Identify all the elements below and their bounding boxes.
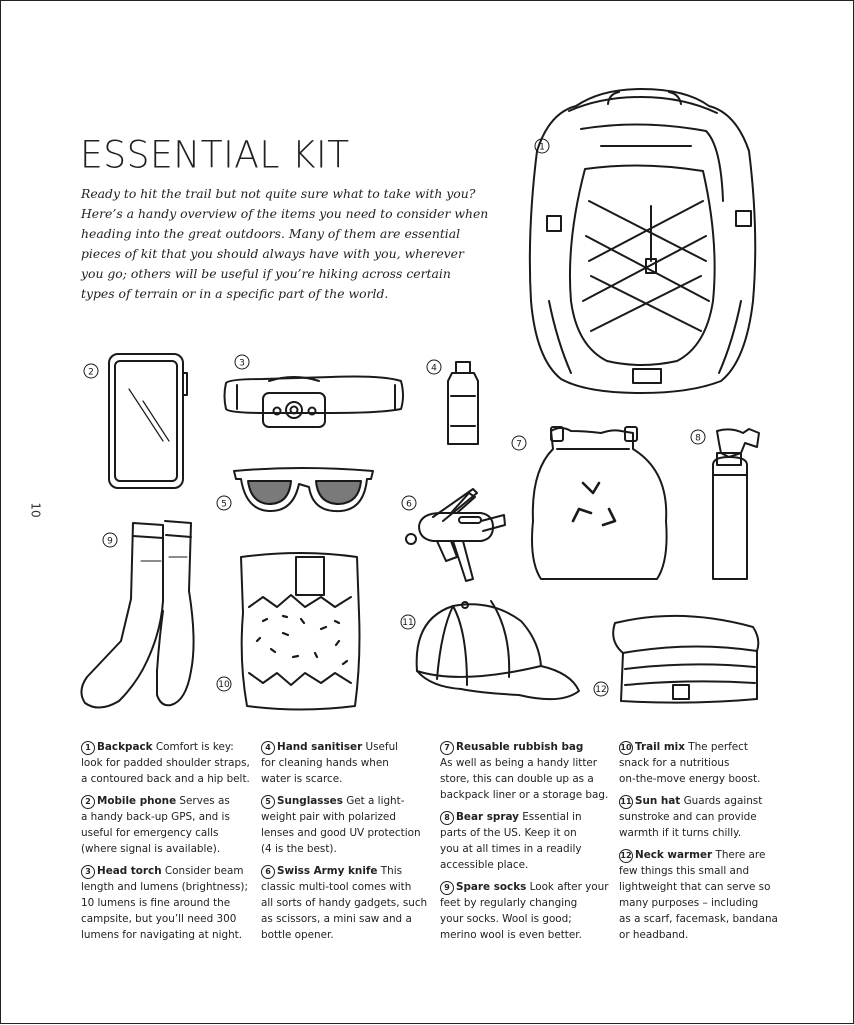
item-name: Backpack — [97, 741, 153, 753]
item-name: Mobile phone — [97, 795, 177, 807]
item-description-line: feet by regularly changing — [440, 897, 578, 909]
swiss-army-knife-icon — [406, 489, 505, 581]
item-description-line: you at all times in a readily — [440, 843, 582, 855]
description-column-4 — [619, 739, 791, 949]
socks-icon — [81, 521, 193, 708]
item-description-line: 11 Sun hat Guards against — [620, 795, 763, 807]
item-description-line: classic multi-tool comes with — [261, 881, 412, 893]
item-description-line: 12 Neck warmer There are — [620, 849, 766, 861]
number-badge-8 — [691, 430, 705, 444]
item-description-line: 9 Spare socks Look after your — [440, 879, 612, 895]
item-description-line: look for padded shoulder straps, — [81, 757, 250, 769]
item-description-line: weight pair with polarized — [261, 811, 396, 823]
intro-line: types of terrain or in a specific part of the world. — [81, 286, 389, 301]
item-description-line: as a scarf, facemask, bandana — [619, 913, 778, 925]
description-column-3 — [440, 739, 612, 949]
item-entry — [440, 809, 612, 873]
item-number: 12 — [619, 849, 633, 863]
svg-text:12: 12 — [595, 685, 607, 695]
item-name: Hand sanitiser — [277, 741, 363, 753]
item-name: Neck warmer — [635, 849, 713, 861]
item-name: Head torch — [97, 865, 162, 877]
item-description-line: 10 lumens is fine around the — [81, 897, 231, 909]
svg-text:4: 4 — [431, 363, 437, 374]
number-badge-4 — [427, 360, 441, 374]
svg-text:5: 5 — [221, 499, 227, 510]
item-description-line: (4 is the best). — [261, 843, 337, 855]
item-description-line: for cleaning hands when — [261, 757, 389, 769]
sun-hat-icon — [417, 601, 579, 699]
item-entry — [261, 863, 433, 943]
item-description-line: 6 Swiss Army knife This — [261, 863, 433, 879]
item-description-line: or headband. — [619, 929, 689, 941]
intro-line: you go; others will be useful if you’re hiking across certain — [81, 266, 451, 281]
hand-sanitiser-icon — [448, 362, 478, 444]
item-description-line: 4 Hand sanitiser Useful — [261, 739, 433, 755]
description-column-2 — [261, 739, 433, 949]
item-number: 10 — [619, 741, 633, 755]
mobile-phone-icon — [109, 354, 187, 488]
item-entry — [440, 879, 612, 943]
item-name: Bear spray — [456, 811, 519, 823]
item-description-line: a contoured back and a hip belt. — [81, 773, 250, 785]
number-badge-11 — [401, 615, 415, 629]
intro-line: heading into the great outdoors. Many of them are essential — [81, 226, 461, 241]
page-number: 10 — [28, 502, 43, 518]
item-description-line: water is scarce. — [261, 773, 343, 785]
bear-spray-icon — [713, 429, 759, 579]
item-entry — [81, 739, 253, 787]
item-description-line: 1 Backpack Comfort is key: — [81, 739, 253, 755]
item-number: 1 — [81, 741, 95, 755]
item-description-line: useful for emergency calls — [81, 827, 219, 839]
item-description-line: warmth if it turns chilly. — [619, 827, 742, 839]
head-torch-icon — [225, 377, 404, 428]
item-description-line — [440, 739, 612, 755]
number-badge-10 — [217, 677, 231, 691]
item-description-line: on-the-move energy boost. — [619, 773, 761, 785]
number-badge-6 — [402, 496, 416, 510]
item-description-line: snack for a nutritious — [619, 757, 730, 769]
description-column-1 — [81, 739, 253, 949]
item-description-line: parts of the US. Keep it on — [440, 827, 577, 839]
item-description-line: a handy back-up GPS, and is — [81, 811, 230, 823]
item-description-line: 10 Trail mix The perfect — [620, 741, 748, 753]
number-badge-5 — [217, 496, 231, 510]
svg-text:3: 3 — [239, 358, 245, 369]
item-description-line: (where signal is available). — [81, 843, 221, 855]
item-description-line: 2 Mobile phone Serves as — [81, 793, 253, 809]
item-entry — [619, 847, 791, 943]
intro-line: pieces of kit that you should always have with you, wherever — [81, 246, 464, 261]
item-entry — [261, 793, 433, 857]
svg-text:8: 8 — [695, 433, 701, 444]
item-entry — [261, 739, 433, 787]
item-entry — [619, 739, 791, 787]
svg-text:2: 2 — [88, 367, 94, 378]
item-entry — [440, 739, 612, 803]
item-number: 4 — [261, 741, 275, 755]
item-number: 6 — [261, 865, 275, 879]
item-description-line: store, this can double up as a — [440, 773, 594, 785]
item-description-line: As well as being a handy litter — [440, 757, 598, 769]
svg-text:7: 7 — [516, 439, 522, 450]
item-entry — [619, 793, 791, 841]
item-description-line: 5 Sunglasses Get a light- — [261, 793, 433, 809]
neck-warmer-icon — [613, 616, 758, 703]
item-description-line: 3 Head torch Consider beam — [81, 863, 253, 879]
item-number: 5 — [261, 795, 275, 809]
number-badge-2 — [84, 364, 98, 378]
item-description-line: merino wool is even better. — [440, 929, 582, 941]
item-number: 11 — [619, 795, 633, 809]
svg-text:6: 6 — [406, 499, 412, 510]
item-description-line: your socks. Wool is good; — [440, 913, 572, 925]
item-description-line: few things this small and — [619, 865, 750, 877]
backpack-icon — [530, 89, 755, 393]
item-number: 3 — [81, 865, 95, 879]
item-entry — [81, 793, 253, 857]
page-title: ESSENTIAL KIT — [80, 133, 350, 178]
item-description-line: all sorts of handy gadgets, such — [261, 897, 428, 909]
item-name: Spare socks — [456, 881, 527, 893]
item-description-line: length and lumens (brightness); — [81, 881, 248, 893]
item-description-line: as scissors, a mini saw and a — [261, 913, 412, 925]
svg-text:9: 9 — [107, 536, 113, 547]
item-name: Reusable rubbish bag — [456, 741, 584, 753]
intro-line: Here’s a handy overview of the items you need to consider when — [81, 206, 489, 221]
item-name: Sun hat — [635, 795, 681, 807]
item-description-line: backpack liner or a storage bag. — [440, 789, 609, 801]
svg-text:11: 11 — [402, 618, 414, 628]
number-badge-1 — [535, 139, 549, 153]
number-badge-9 — [103, 533, 117, 547]
number-badge-12 — [594, 682, 608, 696]
item-description-line: many purposes – including — [619, 897, 759, 909]
svg-text:10: 10 — [218, 680, 230, 690]
item-entry — [81, 863, 253, 943]
item-name: Trail mix — [635, 741, 685, 753]
sunglasses-icon — [234, 468, 373, 511]
number-badge-7 — [512, 436, 526, 450]
item-number: 9 — [440, 881, 454, 895]
intro-line: Ready to hit the trail but not quite sure what to take with you? — [81, 186, 476, 201]
number-badge-3 — [235, 355, 249, 369]
item-description-line: lightweight that can serve so — [619, 881, 771, 893]
item-name: Sunglasses — [277, 795, 343, 807]
item-description-line: accessible place. — [440, 859, 529, 871]
trail-mix-icon — [241, 553, 360, 710]
item-description-line: bottle opener. — [261, 929, 334, 941]
item-name: Swiss Army knife — [277, 865, 378, 877]
rubbish-bag-icon — [532, 427, 667, 579]
item-description-line: campsite, but you’ll need 300 — [81, 913, 237, 925]
item-description-line: lenses and good UV protection — [261, 827, 421, 839]
item-description-line: lumens for navigating at night. — [81, 929, 243, 941]
item-number: 8 — [440, 811, 454, 825]
item-description-line: 8 Bear spray Essential in — [440, 809, 612, 825]
item-number: 2 — [81, 795, 95, 809]
item-number: 7 — [440, 741, 454, 755]
item-description-line: sunstroke and can provide — [619, 811, 757, 823]
svg-text:1: 1 — [539, 142, 545, 153]
